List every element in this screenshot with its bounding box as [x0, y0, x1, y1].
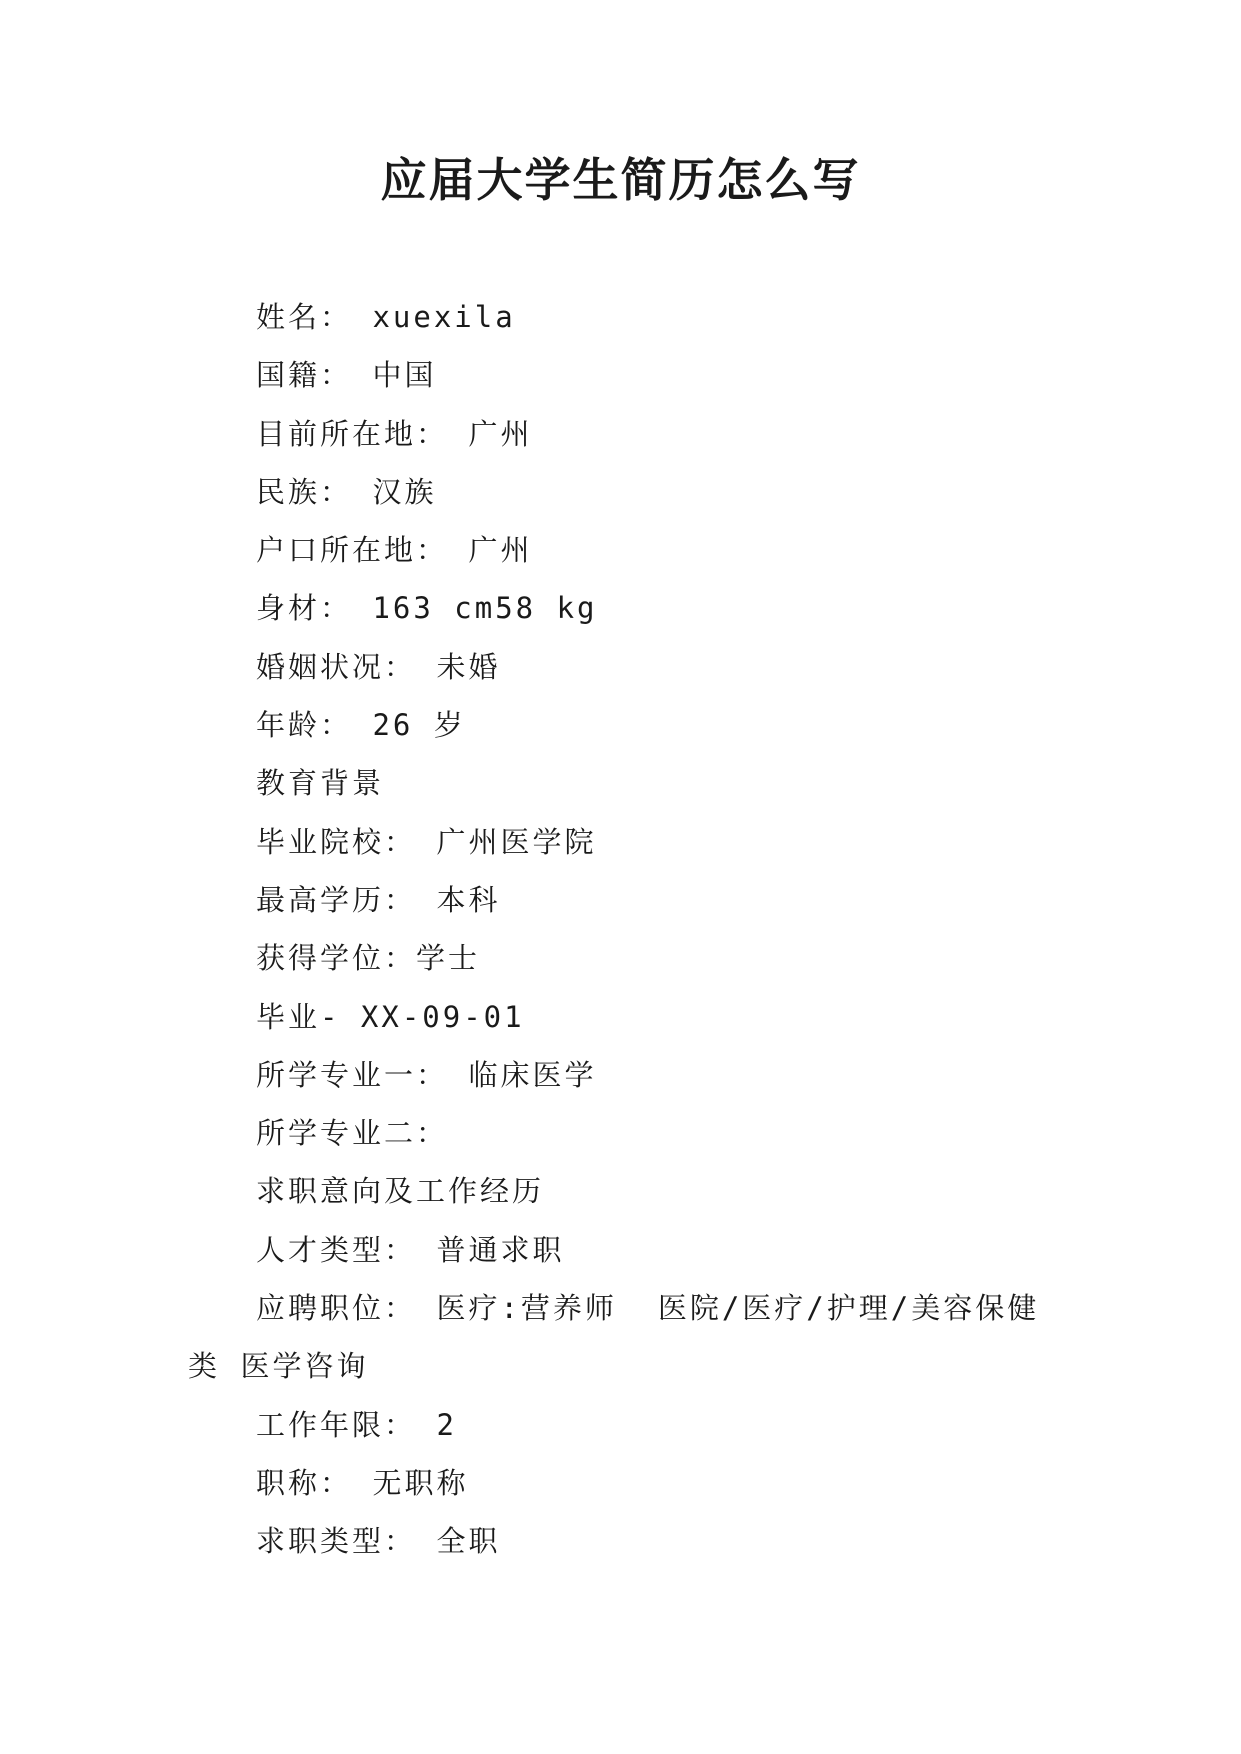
field-school: 毕业院校： 广州医学院 — [256, 824, 597, 859]
field-age: 年龄： 26 岁 — [256, 708, 466, 743]
field-marital-status: 婚姻状况： 未婚 — [256, 649, 501, 684]
field-job-type: 求职类型： 全职 — [256, 1524, 501, 1559]
field-highest-degree: 最高学历： 本科 — [256, 882, 501, 917]
field-ethnicity: 民族： 汉族 — [256, 474, 437, 509]
field-nationality: 国籍： 中国 — [256, 358, 437, 393]
resume-body — [0, 288, 1241, 1571]
field-professional-title: 职称： 无职称 — [256, 1465, 469, 1500]
field-name: 姓名： xuexila — [256, 300, 516, 334]
field-degree-obtained: 获得学位：学士 — [256, 941, 481, 976]
field-graduation-date: 毕业- XX-09-01 — [256, 999, 525, 1034]
document-title: 应届大学生简历怎么写 — [380, 153, 861, 207]
field-applied-position-continued: 类 医学咨询 — [188, 1349, 369, 1384]
field-height-weight: 身材： 163 cm58 kg — [256, 591, 598, 626]
section-heading-job-intention: 求职意向及工作经历 — [256, 1174, 545, 1209]
section-heading-education: 教育背景 — [256, 766, 385, 801]
field-current-location: 目前所在地： 广州 — [256, 416, 533, 451]
field-years-of-experience: 工作年限： 2 — [256, 1407, 457, 1442]
field-household-registration: 户口所在地： 广州 — [256, 533, 533, 568]
field-major-one: 所学专业一： 临床医学 — [256, 1057, 597, 1092]
field-major-two: 所学专业二： — [256, 1116, 449, 1151]
field-applied-position: 应聘职位： 医疗:营养师 医院/医疗/护理/美容保健 — [256, 1291, 1040, 1326]
field-talent-type: 人才类型： 普通求职 — [256, 1232, 565, 1267]
